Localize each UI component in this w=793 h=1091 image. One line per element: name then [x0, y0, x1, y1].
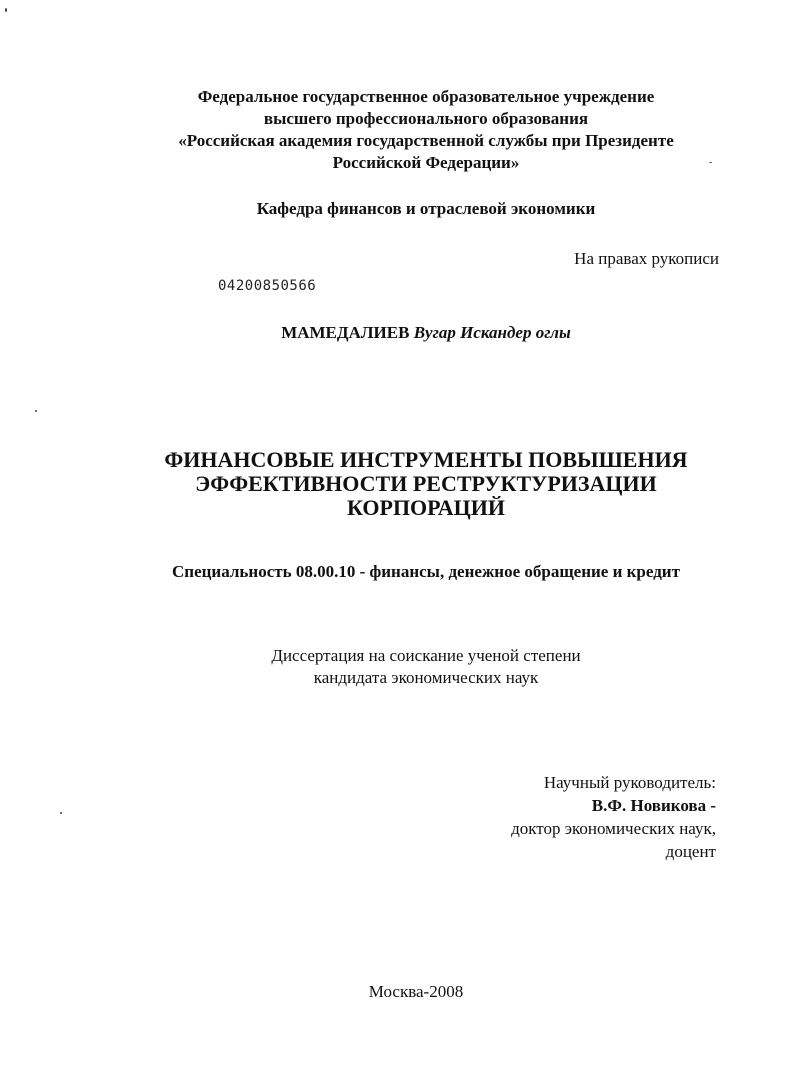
rights-note: На правах рукописи: [574, 249, 719, 268]
scan-speck: [5, 8, 7, 12]
author-name: [36, 322, 793, 344]
institution-line-3: «Российская академия государственной службы при Президенте: [178, 131, 674, 150]
catalog-number: 04200850566: [218, 278, 317, 294]
degree-line-1: Диссертация на соискание ученой степени: [271, 646, 581, 665]
scan-speck: [60, 812, 62, 814]
institution-line-1: Федеральное государственное образовательное учреждение: [197, 87, 655, 106]
author-given-names: Вугар Искандер: [413, 323, 532, 342]
title-line-1: ФИНАНСОВЫЕ ИНСТРУМЕНТЫ ПОВЫШЕНИЯ: [164, 447, 688, 472]
degree-line-2: кандидата экономических наук: [313, 668, 539, 687]
institution-line-4: Российской Федерации»: [332, 153, 520, 172]
city-year: Москва-2008: [368, 982, 464, 1001]
author-patronymic-suffix: оглы: [535, 323, 571, 342]
scan-speck: [709, 162, 712, 163]
scan-speck: [35, 410, 37, 412]
supervisor-label: Научный руководитель:: [543, 773, 716, 792]
department-name: Кафедра финансов и отраслевой экономики: [256, 199, 596, 218]
title-line-2: ЭФФЕКТИВНОСТИ РЕСТРУКТУРИЗАЦИИ: [195, 471, 657, 496]
author-surname: МАМЕДАЛИЕВ: [281, 323, 410, 342]
degree-statement: [36, 645, 793, 689]
supervisor-credential: доктор экономических наук,: [511, 819, 716, 838]
supervisor-block: [511, 771, 716, 863]
supervisor-name: В.Ф. Новикова -: [591, 796, 716, 815]
institution-header: [36, 86, 793, 174]
supervisor-rank: доцент: [665, 842, 716, 861]
institution-line-2: высшего профессионального образования: [263, 109, 589, 128]
specialty: Специальность 08.00.10 - финансы, денежное обращение и кредит: [172, 562, 680, 581]
title-line-3: КОРПОРАЦИЙ: [346, 495, 506, 520]
dissertation-title: [36, 448, 793, 520]
